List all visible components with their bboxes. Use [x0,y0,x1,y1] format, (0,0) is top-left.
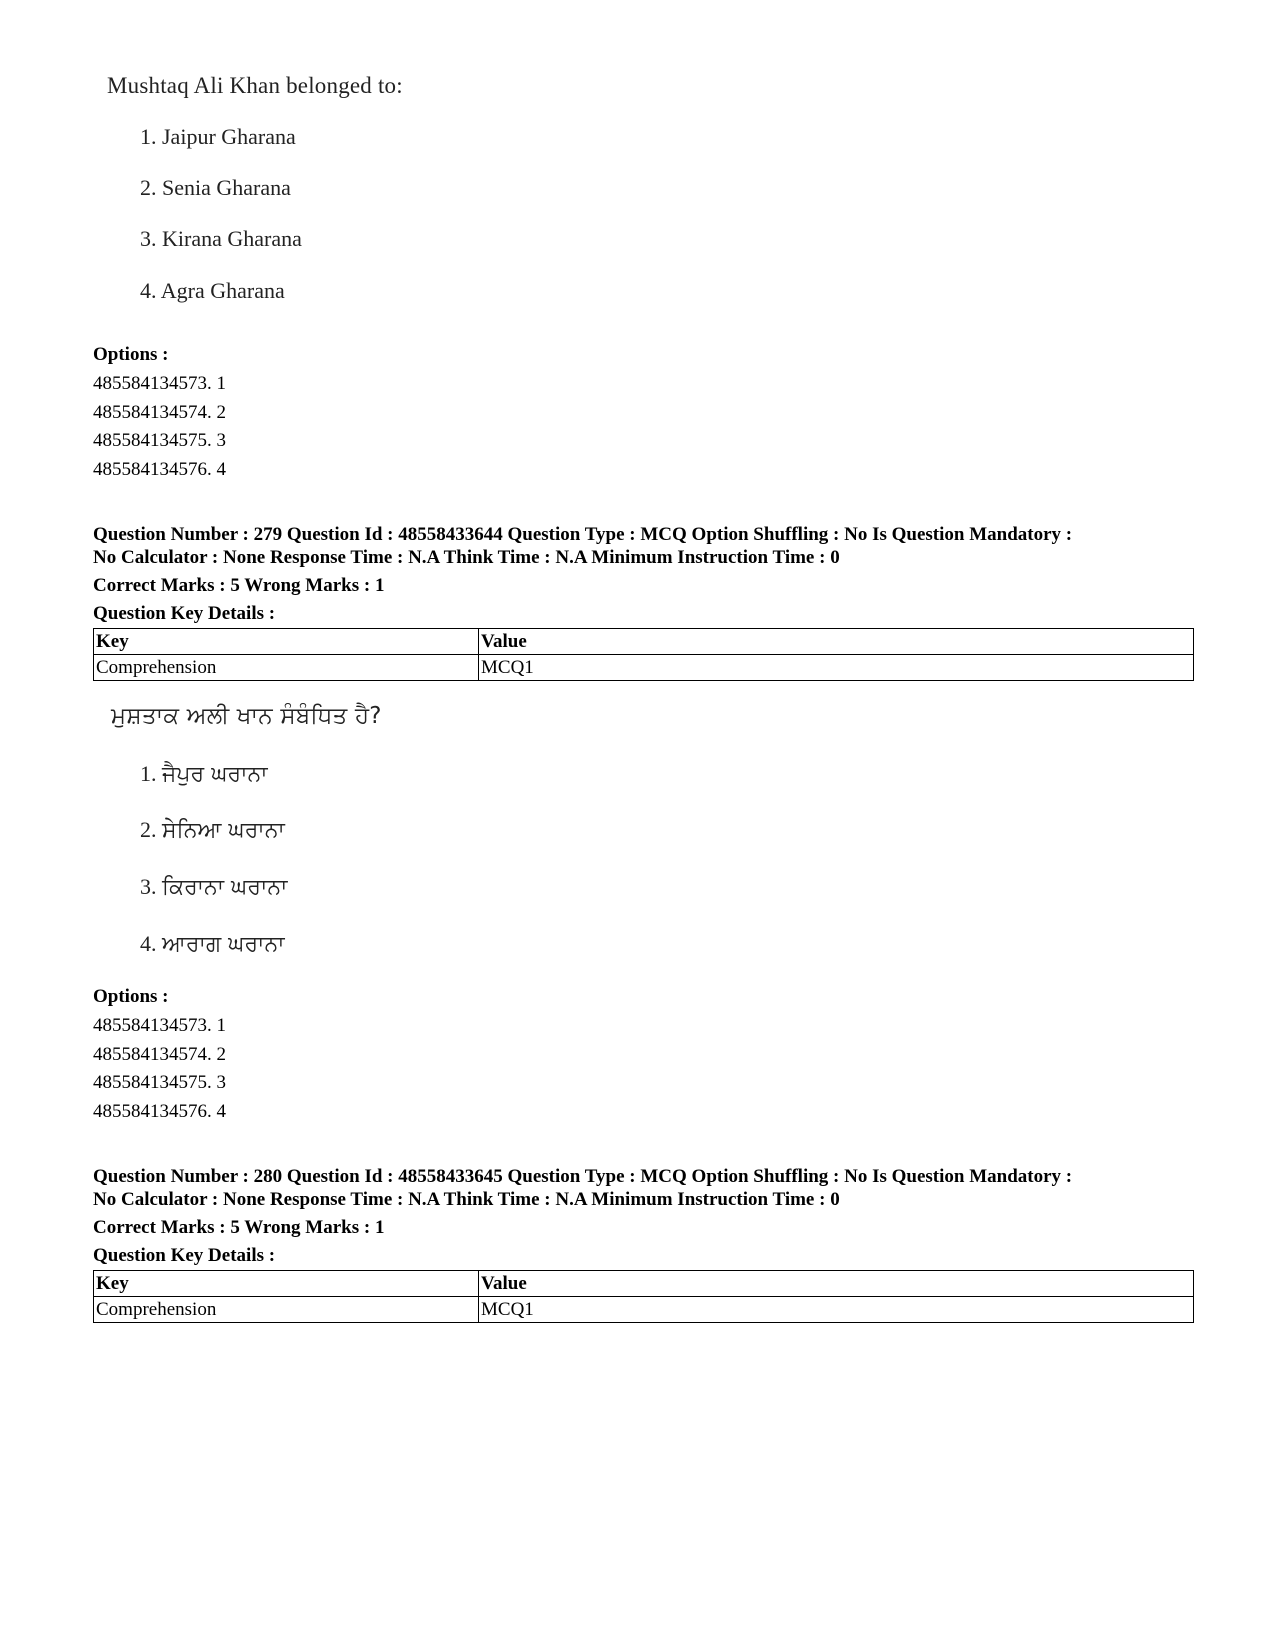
option-line: 485584134574. 2 [93,401,226,423]
option-line: 485584134576. 4 [93,458,226,480]
marks-line: Correct Marks : 5 Wrong Marks : 1 [93,1217,385,1238]
question-meta [93,523,1193,625]
table-header-row [94,629,1194,655]
option-line: 485584134575. 3 [93,430,226,451]
table-cell-key: Comprehension [94,655,479,681]
table-header-value: Value [479,1271,1194,1297]
choice-item: 1. ਜੈਪੁਰ ਘਰਾਨਾ [140,761,268,787]
option-line: 485584134576. 4 [93,1100,226,1122]
marks-line: Correct Marks : 5 Wrong Marks : 1 [93,575,385,596]
choice-item: 2. ਸੇਨਿਆ ਘਰਾਨਾ [140,817,285,843]
meta-line: Question Number : 280 Question Id : 48558433645 Question Type : MCQ Option Shuffling : No Is Question Mandatory : [93,1166,1073,1187]
key-details-table [93,1270,1194,1323]
key-details-label: Question Key Details : [93,603,276,624]
question-text: Mushtaq Ali Khan belonged to: [107,73,403,98]
option-line: 485584134574. 2 [93,1043,226,1065]
question-meta [93,1165,1193,1267]
table-cell-value: MCQ1 [479,655,1194,681]
choice-item: 3. ਕਿਰਾਨਾ ਘਰਾਨਾ [140,874,288,900]
option-line: 485584134573. 1 [93,1015,226,1036]
choice-item: 3. Kirana Gharana [140,226,302,251]
meta-line: No Calculator : None Response Time : N.A Think Time : N.A Minimum Instruction Time : 0 [93,547,840,568]
table-header-value: Value [479,629,1194,655]
options-label: Options : [93,344,169,365]
choice-item: 2. Senia Gharana [140,175,291,200]
choice-item: 1. Jaipur Gharana [140,124,296,149]
table-cell-key: Comprehension [94,1297,479,1323]
table-cell-value: MCQ1 [479,1297,1194,1323]
key-details-label: Question Key Details : [93,1245,276,1266]
key-details-table [93,628,1194,681]
table-row [94,1297,1194,1323]
question-text: ਮੁਸ਼ਤਾਕ ਅਲੀ ਖਾਨ ਸੰਬੰਧਿਤ ਹੈ? [111,703,382,729]
table-header-key: Key [94,1271,479,1297]
meta-line: Question Number : 279 Question Id : 48558433644 Question Type : MCQ Option Shuffling : No Is Question Mandatory : [93,524,1073,545]
table-row [94,655,1194,681]
options-label: Options : [93,986,169,1007]
table-header-row [94,1271,1194,1297]
choice-item: 4. ਆਰਾਗ ਘਰਾਨਾ [140,931,285,957]
options-section [93,983,1193,1126]
table-header-key: Key [94,629,479,655]
choice-item: 4. Agra Gharana [140,278,285,303]
option-line: 485584134575. 3 [93,1072,226,1093]
option-line: 485584134573. 1 [93,373,226,394]
meta-line: No Calculator : None Response Time : N.A Think Time : N.A Minimum Instruction Time : 0 [93,1189,840,1210]
options-section [93,341,1193,484]
